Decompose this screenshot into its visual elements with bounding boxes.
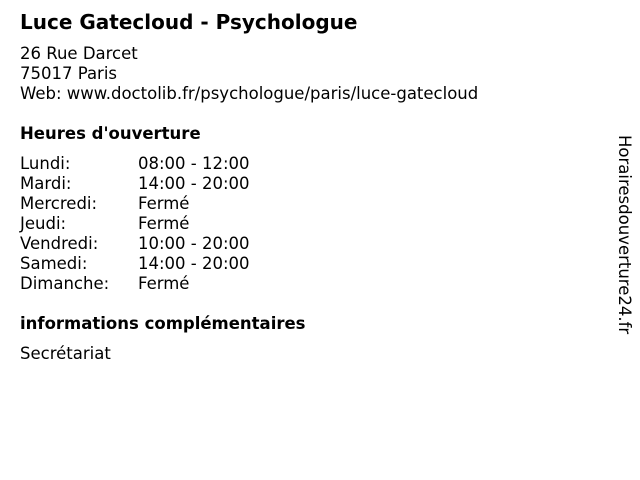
day-label: Jeudi: bbox=[20, 214, 67, 233]
day-label: Lundi: bbox=[20, 154, 71, 173]
website-line: Web: www.doctolib.fr/psychologue/paris/luce-gatecloud bbox=[20, 84, 479, 103]
address-block bbox=[20, 44, 478, 104]
page-title: Luce Gatecloud - Psychologue bbox=[20, 10, 358, 34]
opening-hours-heading: Heures d'ouverture bbox=[20, 124, 201, 143]
hours-row-friday bbox=[20, 234, 320, 254]
hours-row-monday bbox=[20, 154, 320, 174]
day-hours: 10:00 - 20:00 bbox=[138, 234, 250, 253]
hours-row-sunday bbox=[20, 274, 320, 294]
hours-row-wednesday bbox=[20, 194, 320, 214]
day-label: Mercredi: bbox=[20, 194, 98, 213]
hours-row-saturday bbox=[20, 254, 320, 274]
day-label: Dimanche: bbox=[20, 274, 110, 293]
day-hours: 08:00 - 12:00 bbox=[138, 154, 250, 173]
day-label: Vendredi: bbox=[20, 234, 99, 253]
day-hours: Fermé bbox=[138, 214, 190, 233]
day-hours: 14:00 - 20:00 bbox=[138, 174, 250, 193]
day-label: Samedi: bbox=[20, 254, 88, 273]
day-hours: Fermé bbox=[138, 194, 190, 213]
day-hours: Fermé bbox=[138, 274, 190, 293]
additional-info-heading: informations complémentaires bbox=[20, 314, 306, 333]
street-address: 26 Rue Darcet bbox=[20, 44, 138, 63]
city-address: 75017 Paris bbox=[20, 64, 118, 83]
hours-row-tuesday bbox=[20, 174, 320, 194]
site-watermark: Horairesdouverture24.fr bbox=[615, 135, 634, 335]
additional-info-text: Secrétariat bbox=[20, 344, 111, 363]
day-label: Mardi: bbox=[20, 174, 72, 193]
day-hours: 14:00 - 20:00 bbox=[138, 254, 250, 273]
hours-row-thursday bbox=[20, 214, 320, 234]
opening-hours-table bbox=[20, 154, 320, 294]
